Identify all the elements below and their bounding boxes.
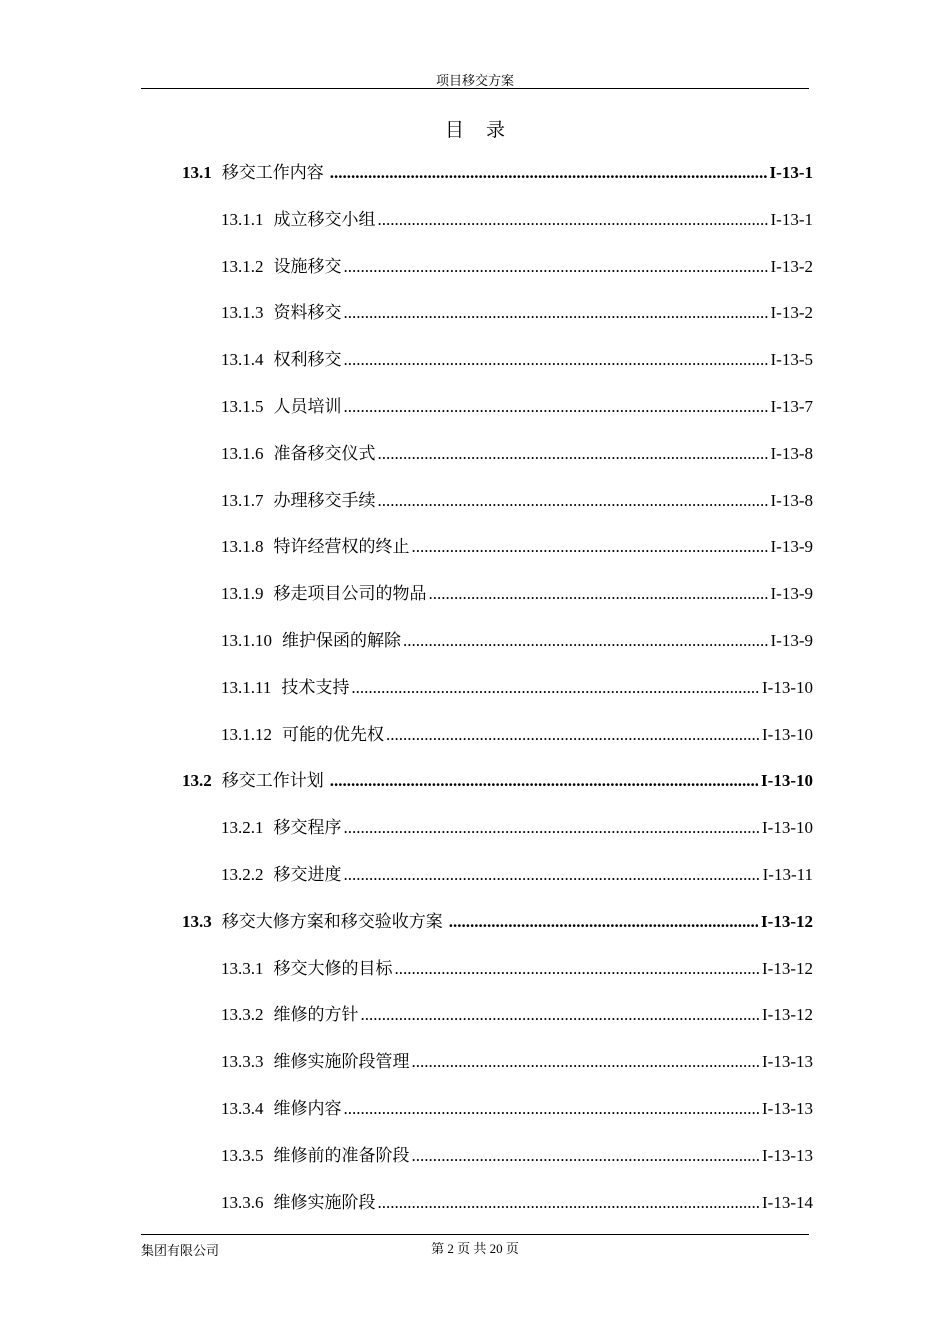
toc-dot-leader: [395, 956, 760, 982]
footer-page-number: 第 2 页 共 20 页: [431, 1241, 519, 1256]
toc-entry-page: I-13-5: [770, 350, 813, 370]
toc-entry-page: I-13-13: [762, 1099, 813, 1118]
toc-dot-leader: [429, 581, 768, 607]
toc-dot-leader: [344, 254, 768, 280]
toc-entry-number: 13.2.1: [221, 818, 264, 838]
toc-entry-number: 13.1.3: [221, 303, 264, 323]
toc-entry-page: I-13-7: [770, 397, 813, 416]
toc-dot-leader: [330, 160, 767, 186]
toc-title: 目录: [444, 120, 527, 141]
toc-entry[interactable]: [221, 675, 813, 701]
toc-entry-page: I-13-2: [770, 303, 813, 323]
toc-dot-leader: [344, 815, 760, 841]
toc-entry-number: 13.2.2: [221, 865, 264, 884]
footer-divider: [141, 1234, 809, 1235]
toc-entry-page: I-13-9: [770, 584, 813, 604]
toc-entry-page: I-13-10: [762, 724, 813, 744]
toc-entry[interactable]: [182, 909, 813, 935]
toc-entry[interactable]: [221, 1002, 813, 1028]
toc-entry-page: I-13-9: [770, 537, 813, 557]
toc-entry-number: 13.3.2: [221, 1005, 264, 1025]
toc-entry-title: 维修前的准备阶段: [273, 1145, 410, 1165]
toc-dot-leader: [378, 1190, 760, 1216]
toc-entry-page: I-13-9: [770, 631, 813, 650]
toc-entry[interactable]: [221, 722, 813, 748]
toc-entry-number: 13.3.4: [221, 1099, 264, 1118]
toc-entry-page: I-13-1: [769, 163, 813, 182]
toc-dot-leader: [361, 1002, 760, 1028]
toc-dot-leader: [344, 1096, 760, 1122]
toc-entry-number: 13.3.3: [221, 1052, 264, 1072]
toc-entry-page: I-13-10: [761, 771, 813, 791]
toc-entry-title: 移交大修方案和移交验收方案: [221, 911, 443, 931]
toc-entry-title: 移交工作内容: [221, 163, 324, 182]
toc-dot-leader: [330, 768, 758, 794]
toc-entry-number: 13.1.6: [221, 443, 264, 463]
toc-entry[interactable]: [221, 628, 813, 654]
toc-entry[interactable]: [221, 488, 813, 514]
toc-entry-title: 移交程序: [273, 818, 342, 838]
toc-dot-leader: [378, 488, 768, 514]
toc-entry-title: 维修实施阶段: [273, 1192, 376, 1212]
toc-entry[interactable]: [182, 160, 813, 186]
toc-entry[interactable]: [221, 862, 813, 888]
toc-entry-title: 维护保函的解除: [282, 631, 401, 650]
toc-entry[interactable]: [221, 534, 813, 560]
footer-company: 集团有限公司: [141, 1243, 220, 1258]
toc-entry-page: I-13-14: [762, 1192, 813, 1212]
toc-dot-leader: [344, 347, 768, 373]
toc-entry-number: 13.1.1: [221, 209, 264, 229]
toc-dot-leader: [403, 628, 768, 654]
toc-dot-leader: [351, 675, 759, 701]
toc-entry[interactable]: [221, 815, 813, 841]
toc-entry[interactable]: [221, 207, 813, 233]
toc-entry-number: 13.2: [182, 771, 212, 791]
toc-entry-title: 权利移交: [273, 350, 342, 370]
toc-entry-page: I-13-12: [761, 911, 813, 931]
toc-entry-page: I-13-2: [770, 256, 813, 276]
toc-entry-title: 维修的方针: [273, 1005, 359, 1025]
toc-entry-title: 可能的优先权: [282, 724, 384, 744]
toc-entry[interactable]: [221, 1096, 813, 1122]
toc-entry-title: 技术支持: [281, 677, 350, 697]
toc-entry-title: 成立移交小组: [273, 209, 376, 229]
toc-entry-number: 13.1: [182, 163, 212, 182]
toc-entry-number: 13.1.2: [221, 256, 264, 276]
toc-entry-number: 13.1.4: [221, 350, 264, 370]
toc-entry-number: 13.1.11: [221, 677, 272, 697]
toc-entry-title: 人员培训: [273, 397, 342, 416]
toc-entry-page: I-13-13: [762, 1145, 813, 1165]
page-header-title: 项目移交方案: [435, 73, 514, 88]
toc-entry[interactable]: [221, 1049, 813, 1075]
toc-entry-number: 13.3.1: [221, 958, 264, 978]
toc-entry[interactable]: [221, 1190, 813, 1216]
toc-entry-page: I-13-10: [762, 818, 813, 838]
toc-dot-leader: [344, 862, 760, 888]
toc-entry[interactable]: [221, 347, 813, 373]
toc-entry-title: 办理移交手续: [273, 490, 376, 510]
toc-entry-title: 移交大修的目标: [273, 958, 393, 978]
toc-entry-number: 13.1.5: [221, 397, 264, 416]
toc-dot-leader: [378, 441, 768, 467]
toc-entry[interactable]: [182, 768, 813, 794]
toc-entry-number: 13.1.9: [221, 584, 264, 604]
toc-entry-title: 移走项目公司的物品: [273, 584, 427, 604]
toc-entry-page: I-13-10: [762, 677, 813, 697]
toc-entry-number: 13.3.6: [221, 1192, 264, 1212]
toc-entry[interactable]: [221, 956, 813, 982]
toc-dot-leader: [344, 300, 768, 326]
toc-entry[interactable]: [221, 300, 813, 326]
toc-entry-title: 资料移交: [273, 303, 342, 323]
toc-entry[interactable]: [221, 254, 813, 280]
toc-entry-page: I-13-8: [770, 443, 813, 463]
toc-entry[interactable]: [221, 581, 813, 607]
toc-entry-page: I-13-8: [770, 490, 813, 510]
toc-entry-title: 移交进度: [273, 865, 342, 884]
toc-entry-number: 13.1.10: [221, 631, 272, 650]
toc-entry-title: 特许经营权的终止: [273, 537, 410, 557]
toc-entry-number: 13.3: [182, 911, 212, 931]
toc-entry[interactable]: [221, 441, 813, 467]
toc-entry-title: 准备移交仪式: [273, 443, 376, 463]
toc-dot-leader: [412, 534, 768, 560]
toc-entry-page: I-13-11: [762, 865, 813, 884]
toc-entry-number: 13.1.8: [221, 537, 264, 557]
toc-dot-leader: [344, 394, 768, 420]
toc-entry-page: I-13-12: [762, 1005, 813, 1025]
toc-dot-leader: [386, 722, 759, 748]
toc-entry-title: 维修内容: [273, 1099, 342, 1118]
toc-dot-leader: [449, 909, 758, 935]
toc-entry-number: 13.1.12: [221, 724, 272, 744]
toc-dot-leader: [412, 1049, 760, 1075]
toc-entry-number: 13.3.5: [221, 1145, 264, 1165]
toc-entry[interactable]: [221, 1143, 813, 1169]
toc-entry-page: I-13-1: [770, 209, 813, 229]
toc-entry-title: 维修实施阶段管理: [273, 1052, 410, 1072]
toc-entry-number: 13.1.7: [221, 490, 264, 510]
toc-entry-page: I-13-12: [762, 958, 813, 978]
toc-entry-title: 移交工作计划: [221, 771, 324, 791]
toc-dot-leader: [412, 1143, 760, 1169]
toc-dot-leader: [378, 207, 768, 233]
toc-entry-page: I-13-13: [762, 1052, 813, 1072]
toc-entry-title: 设施移交: [273, 256, 342, 276]
toc-entry[interactable]: [221, 394, 813, 420]
